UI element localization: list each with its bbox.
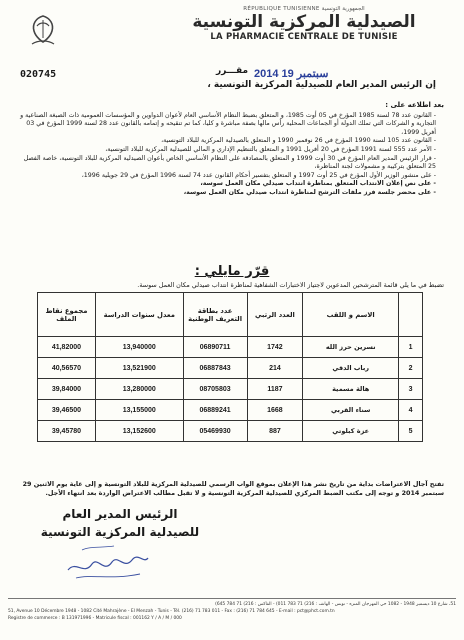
table-row bbox=[38, 400, 423, 421]
preamble-item: - القانون عدد 105 لسنة 1990 المؤرخ في 26 نوفمبر 1990 و المتعلق بالصيدلية المركزية للبلاد التونسية، bbox=[161, 137, 436, 145]
signatory-block bbox=[30, 505, 210, 541]
cell-number: 2 bbox=[399, 358, 423, 379]
cell-score: 40,56570 bbox=[38, 358, 96, 379]
table-row bbox=[38, 421, 423, 442]
footer-address-arabic: 51، شارع 10 ديسمبر 1948 - 1082 حي المهرجان المنزه - تونس - الهاتف : 216) 71 783 011) - الفاكس : 216) 71 784 645) bbox=[215, 602, 456, 607]
footer-registry: Registre de commerce : B 131971996 - Matricule fiscal : 001162 Y / A / M / 000 bbox=[8, 616, 182, 621]
addressee-line: إن الرئيس المدير العام للصيدلية المركزية التونسية ، bbox=[207, 80, 436, 90]
pct-logo-icon bbox=[26, 12, 60, 48]
cell-score: 39,84000 bbox=[38, 379, 96, 400]
table-row bbox=[38, 379, 423, 400]
preamble bbox=[20, 101, 444, 198]
page-footer bbox=[8, 598, 456, 622]
cell-number: 4 bbox=[399, 400, 423, 421]
table-row bbox=[38, 337, 423, 358]
reference-number: 020745 bbox=[20, 69, 57, 80]
cell-rank: 1187 bbox=[247, 379, 303, 400]
col-rank: العدد الرتبي bbox=[247, 293, 303, 337]
preamble-item: - الأمر عدد 555 لسنة 1991 المؤرخ في 20 أفريل 1991 و المتعلق بالتنظيم الإداري و المالي للصيدلية المركزية للبلاد التونسية، bbox=[105, 145, 436, 153]
cell-rank: 1668 bbox=[247, 400, 303, 421]
preamble-item: - على محضر جلسة فرز ملفات الترشح لمناظرة انتداب صيدلي مكان العمل سوسة، bbox=[183, 188, 436, 196]
preamble-item: - قرار الرئيس المدير العام المؤرخ في 30 أوت 1999 و المتعلق بالمصادقة على النظام الأساسي الخاص بأعوان الصيدلية المركزية للبلاد التونسية، خاصة الفصل 25 المتعلق بتركيبة و مشمولات لجنة المناظرة، bbox=[23, 154, 436, 171]
preamble-item: - القانون عدد 78 لسنة 1985 المؤرخ في 05 أوت 1985، و المتعلق بضبط النظام الأساسي العام لأعوان الدواوين و المؤسسات العمومية ذات الصبغة الصناعية و التجارية و الشركات التي تملك الدولة أو الجماعات المحلية رأس مالها بصفة مباشرة و كليا، كما تم تنقيحه و إتمامه بالقانون عدد 28 لسنة 1999 المؤرخ في 03 أفريل 1999، bbox=[20, 111, 436, 136]
cell-score: 41,82000 bbox=[38, 337, 96, 358]
cell-name: رباب الدقي bbox=[303, 358, 399, 379]
republic-label: RÉPUBLIQUE TUNISIENNE الجمهورية التونسية bbox=[243, 6, 365, 12]
org-name-arabic: الصيدلية المركزية التونسية bbox=[192, 12, 416, 32]
cell-rank: 214 bbox=[247, 358, 303, 379]
cell-id-card: 06890711 bbox=[183, 337, 247, 358]
date-stamp: 2014 سبتمبر 19 bbox=[254, 68, 329, 80]
cell-id-card: 05469930 bbox=[183, 421, 247, 442]
cell-average: 13,521900 bbox=[95, 358, 183, 379]
table-row bbox=[38, 358, 423, 379]
cell-number: 3 bbox=[399, 379, 423, 400]
cell-score: 39,45780 bbox=[38, 421, 96, 442]
signatory-org: للصيدلية المركزية التونسية bbox=[40, 525, 200, 539]
preamble-item: - على نص إعلان الانتداب المتعلق بمناظرة انتداب صيدلي مكان العمل سوسة، bbox=[200, 180, 436, 188]
decree-title: مقـــرر bbox=[215, 66, 249, 76]
decision-heading: قرّر مايلي : bbox=[194, 264, 270, 279]
col-number bbox=[399, 293, 423, 337]
table-header-row bbox=[38, 293, 423, 337]
cell-name: عزة كبلوتي bbox=[303, 421, 399, 442]
signatory-title: الرئيس المدير العام bbox=[62, 507, 178, 521]
cell-name: هالة مسمية bbox=[303, 379, 399, 400]
cell-id-card: 08705803 bbox=[183, 379, 247, 400]
cell-id-card: 06889241 bbox=[183, 400, 247, 421]
preamble-item: - على منشور الوزير الأول المؤرخ في 25 أوت 1997 و المتعلق بتفسير أحكام القانون عدد 74 لسنة 1996 المؤرخ في 29 جويلية 1996، bbox=[81, 171, 436, 179]
cell-average: 13,152600 bbox=[95, 421, 183, 442]
cell-number: 1 bbox=[399, 337, 423, 358]
candidates-table bbox=[37, 292, 423, 442]
cell-id-card: 06887843 bbox=[183, 358, 247, 379]
col-score: مجموع نقاط الملف bbox=[38, 293, 96, 337]
col-id-card: عدد بطاقة التعريف الوطنية bbox=[183, 293, 247, 337]
cell-average: 13,280000 bbox=[95, 379, 183, 400]
cell-average: 13,940000 bbox=[95, 337, 183, 358]
col-average: معدل سنوات الدراسة bbox=[95, 293, 183, 337]
signature-stamp-icon bbox=[62, 540, 152, 586]
cell-name: نسرين حرز الله bbox=[303, 337, 399, 358]
cell-score: 39,46500 bbox=[38, 400, 96, 421]
cell-number: 5 bbox=[399, 421, 423, 442]
list-intro: تضبط في ما يلي قائمة المترشحين المدعوين لاجتياز الاختبارات الشفاهية لمناظرة انتداب صيدلي مكان العمل سوسة. bbox=[137, 281, 444, 289]
objection-notice: تفتح آجال الاعتراضات بداية من تاريخ نشر هذا الإعلان بموقع الواب الرسمي للصيدلية المركزية للبلاد التونسية و إلى غاية يوم الاثنين 29 سبتمبر 2014 و توجه إلى مكتب الضبط المركزي للصيدلية المركزية التونسية و لا تقبل مطالب الاعتراض الواردة بعد انتهاء الأجل. bbox=[22, 480, 444, 497]
footer-address-french: 51, Avenue 10 Décembre 1948 - 1082 Cité Mahrajène - El Menzah - Tunis - Tél. (216) 71 783 011 - Fax : (216) 71 784 645 - E-mail : pct@phct.com.tn bbox=[8, 609, 335, 614]
cell-rank: 1742 bbox=[247, 337, 303, 358]
letterhead bbox=[154, 6, 454, 42]
cell-name: سناء القربي bbox=[303, 400, 399, 421]
cell-average: 13,155000 bbox=[95, 400, 183, 421]
preamble-lead: بعد اطلاعه على : bbox=[385, 101, 444, 109]
col-name: الاسم و اللقب bbox=[303, 293, 399, 337]
org-name-french: LA PHARMACIE CENTRALE DE TUNISIE bbox=[210, 32, 398, 42]
cell-rank: 887 bbox=[247, 421, 303, 442]
